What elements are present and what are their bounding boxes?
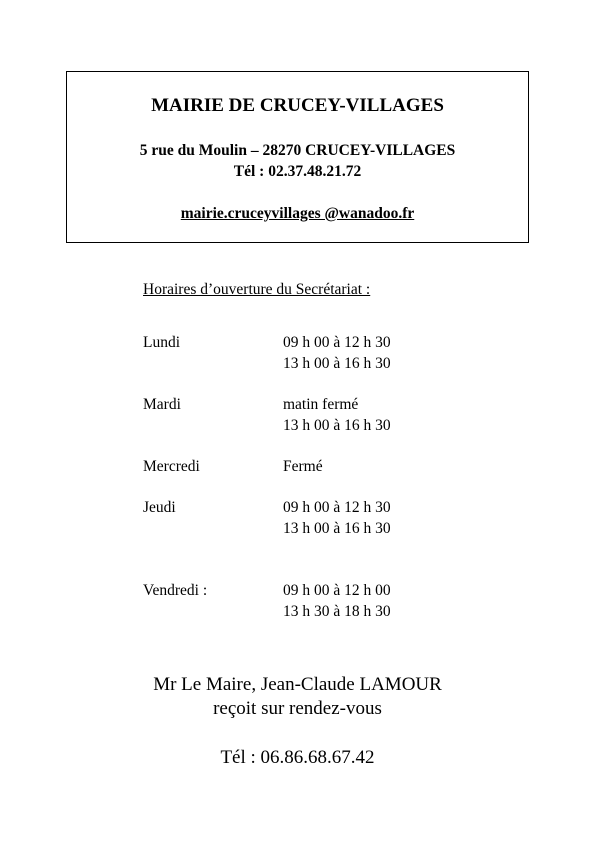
opening-hours-title: Horaires d’ouverture du Secrétariat : [143,281,371,298]
day-label: Vendredi : [143,582,208,599]
time-slot: 13 h 00 à 16 h 30 [283,519,391,537]
time-slot: 09 h 00 à 12 h 00 [283,582,391,599]
town-hall-title: MAIRIE DE CRUCEY-VILLAGES [151,95,444,116]
time-slot: 13 h 30 à 18 h 30 [283,602,391,620]
day-times [283,333,391,374]
email-link[interactable]: mairie.cruceyvillages @wanadoo.fr [180,205,415,222]
address: 5 rue du Moulin – 28270 CRUCEY-VILLAGES [139,142,456,159]
day-label: Mercredi [143,458,200,475]
day-times [283,457,323,478]
appointment-note: reçoit sur rendez-vous [213,698,382,719]
phone-number: Tél : 02.37.48.21.72 [233,163,362,180]
time-slot: matin fermé [283,396,359,413]
contact-box [66,71,529,243]
day-label: Lundi [143,334,181,351]
time-slot: 09 h 00 à 12 h 30 [283,499,391,516]
time-slot: 13 h 00 à 16 h 30 [283,354,391,372]
schedule-row-monday [143,333,443,377]
time-slot: 09 h 00 à 12 h 30 [283,334,391,351]
mayor-phone: Tél : 06.86.68.67.42 [220,747,375,768]
schedule-row-friday [143,581,443,625]
schedule-row-wednesday [143,457,443,501]
schedule-row-tuesday [143,395,443,439]
mayor-name: Mr Le Maire, Jean-Claude LAMOUR [153,674,442,695]
day-label: Mardi [143,396,181,413]
day-label: Jeudi [143,499,176,516]
day-times [283,395,391,436]
schedule-row-thursday [143,498,443,542]
day-times [283,498,391,539]
day-times [283,581,391,622]
time-slot: Fermé [283,458,323,475]
time-slot: 13 h 00 à 16 h 30 [283,416,391,434]
